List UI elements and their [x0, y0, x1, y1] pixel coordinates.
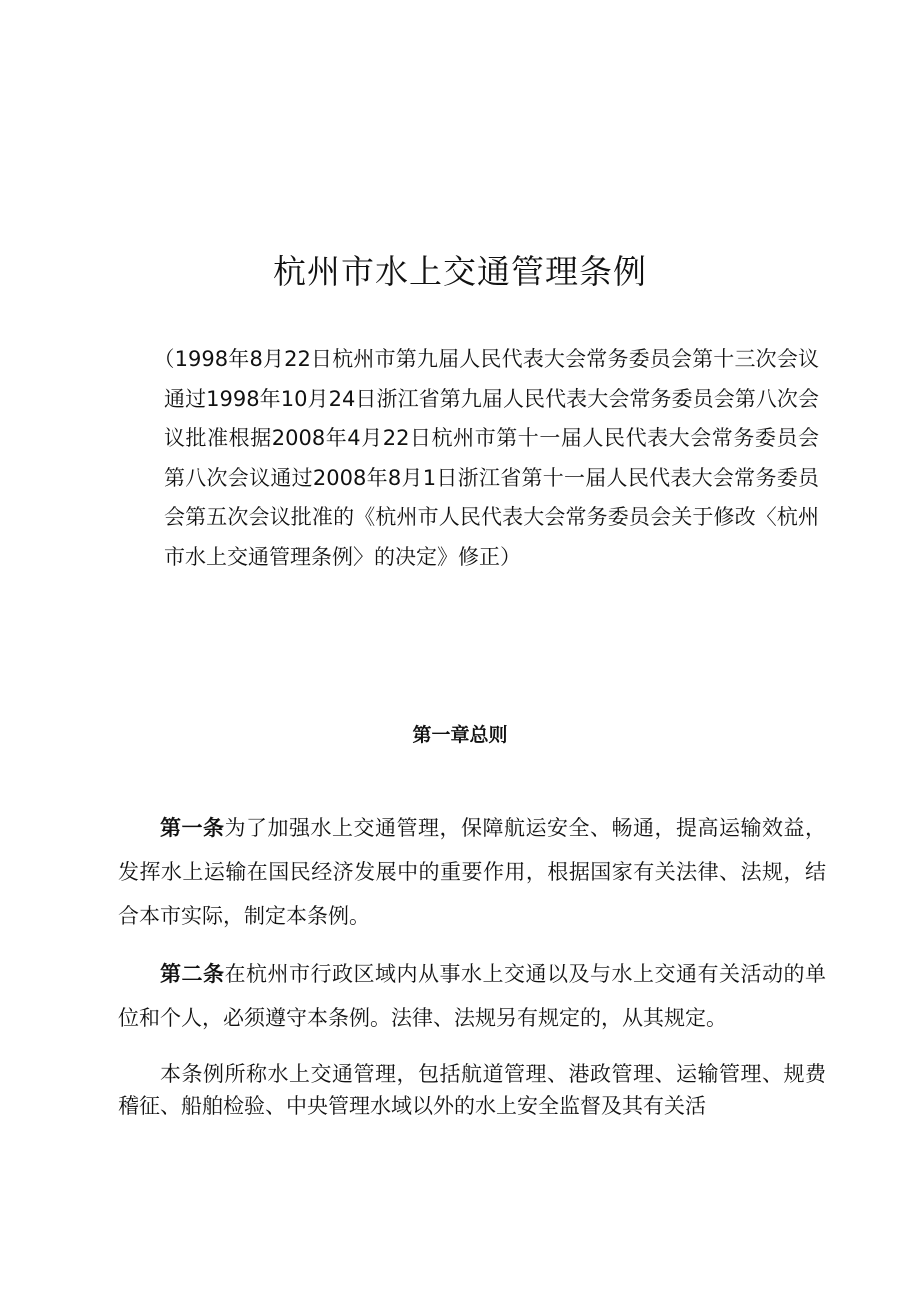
article-2-paragraph-2: 本条例所称水上交通管理，包括航道管理、港政管理、运输管理、规费稽征、船舶检验、中央管理水域以外的水上安全监督及其有关活 — [118, 1062, 826, 1118]
article-1-label: 第一条 — [160, 816, 225, 840]
article-2 — [118, 952, 826, 1040]
article-2-text: 在杭州市行政区域内从事水上交通以及与水上交通有关活动的单位和个人，必须遵守本条例。法律、法规另有规定的，从其规定。 — [118, 962, 826, 1030]
document-title: 杭州市水上交通管理条例 — [273, 252, 647, 291]
article-1 — [118, 806, 826, 938]
document-body — [118, 806, 826, 1122]
article-1-text: 为了加强水上交通管理，保障航运安全、畅通，提高运输效益，发挥水上运输在国民经济发展中的重要作用，根据国家有关法律、法规，结合本市实际，制定本条例。 — [118, 816, 826, 928]
amendment-note: （1998年8月22日杭州市第九届人民代表大会常务委员会第十三次会议通过1998年10月24日浙江省第九届人民代表大会常务委员会第八次会议批准根据2008年4月22日杭州市第十一届人民代表大会常务委员会第八次会议通过2008年8月1日浙江省第十一届人民代表大会常务委员会第五次会议批准的《杭州市人民代表大会常务委员会关于修改〈杭州市水上交通管理条例〉的决定》修正） — [153, 347, 819, 569]
chapter-heading: 第一章总则 — [412, 724, 508, 746]
article-2-label: 第二条 — [160, 962, 225, 986]
